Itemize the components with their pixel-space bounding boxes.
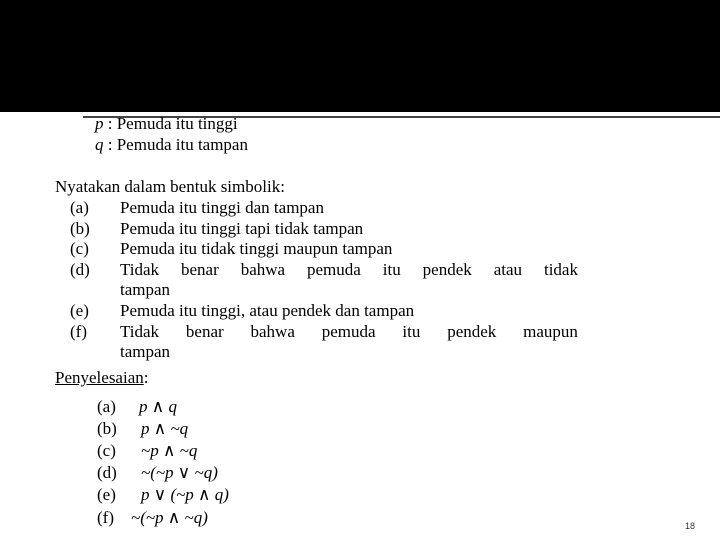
- solution-expr: p ∨ (~p ∧ q): [141, 485, 229, 504]
- solution-label: (b): [97, 419, 117, 438]
- item-label: (c): [70, 239, 89, 258]
- word: benar: [181, 260, 219, 279]
- solution-expr: ~p ∧ ~q: [141, 441, 198, 460]
- solution-label: (c): [97, 441, 116, 460]
- word: pemuda: [307, 260, 361, 279]
- word: Tidak: [120, 260, 160, 279]
- solution-expr: ~(~p ∧ ~q): [131, 508, 208, 527]
- title-bar: [0, 0, 720, 112]
- word: bahwa: [240, 260, 286, 279]
- word: itu: [382, 260, 401, 279]
- definition-q: [95, 135, 248, 155]
- definition-text: : Pemuda itu tinggi: [103, 114, 238, 133]
- definition-var: p: [95, 114, 104, 133]
- question-heading: Nyatakan dalam bentuk simbolik:: [55, 177, 285, 196]
- item-label: (a): [70, 198, 89, 217]
- solution-heading-colon: :: [143, 368, 149, 387]
- item-label: (b): [70, 219, 90, 238]
- solution-expr: p ∧ ~q: [141, 419, 189, 438]
- item-label: (f): [70, 322, 87, 341]
- solution-expr: p ∧ q: [139, 397, 177, 416]
- solution-label: (a): [97, 397, 116, 416]
- item-text-continuation: tampan: [120, 342, 171, 361]
- word: atau: [493, 260, 523, 279]
- solution-heading-text: Penyelesaian: [55, 368, 144, 387]
- word: tidak: [543, 260, 578, 279]
- solution-expr: ~(~p ∨ ~q): [141, 463, 218, 482]
- word: pemuda: [321, 322, 376, 341]
- definition-var: q: [95, 135, 104, 154]
- item-text: [120, 260, 578, 280]
- item-label: (d): [70, 260, 90, 279]
- solution-heading: [55, 368, 148, 388]
- word: maupun: [523, 322, 578, 341]
- item-text: Pemuda itu tinggi, atau pendek dan tampan: [120, 301, 415, 320]
- item-label: (e): [70, 301, 89, 320]
- word: Tidak: [120, 322, 160, 341]
- word: pendek: [422, 260, 472, 279]
- word: benar: [185, 322, 224, 341]
- solution-label: (d): [97, 463, 117, 482]
- word: bahwa: [250, 322, 295, 341]
- item-text: Pemuda itu tidak tinggi maupun tampan: [120, 239, 393, 258]
- solution-label: (f): [97, 508, 114, 527]
- item-text: Pemuda itu tinggi dan tampan: [120, 198, 324, 217]
- item-text: Pemuda itu tinggi tapi tidak tampan: [120, 219, 364, 238]
- solution-label: (e): [97, 485, 116, 504]
- word: pendek: [447, 322, 497, 341]
- definition-p: [95, 114, 238, 134]
- item-text: [120, 322, 578, 342]
- definition-text: : Pemuda itu tampan: [103, 135, 248, 154]
- word: itu: [402, 322, 421, 341]
- item-text-continuation: tampan: [120, 280, 171, 299]
- page-number: 18: [685, 521, 696, 531]
